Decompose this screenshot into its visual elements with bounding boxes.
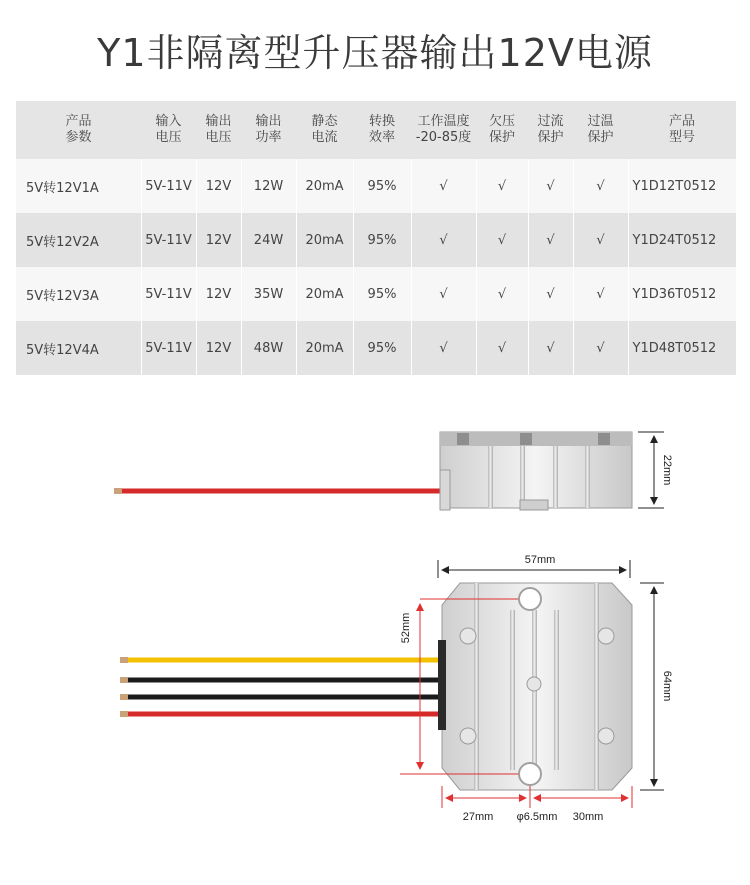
table-cell: √ (573, 159, 628, 213)
table-cell: 24W (241, 213, 296, 267)
header-line: 工作温度 (417, 114, 470, 129)
header-line: 输入 (155, 114, 182, 129)
table-cell: 12V (196, 159, 241, 213)
table-cell: √ (573, 321, 628, 375)
header-line: 保护 (537, 130, 564, 145)
table-cell: √ (411, 321, 476, 375)
header-line: 输出 (205, 114, 232, 129)
header-line: 过流 (537, 114, 564, 129)
header-line: 保护 (587, 130, 614, 145)
table-cell: 5V-11V (141, 267, 196, 321)
table-cell: 20mA (296, 159, 353, 213)
table-cell: √ (411, 159, 476, 213)
table-cell: √ (476, 321, 528, 375)
table-cell: √ (476, 267, 528, 321)
header-line: 过温 (587, 114, 614, 129)
table-cell: 12W (241, 159, 296, 213)
width-dimension (438, 554, 630, 578)
dim-height-label: 22mm (661, 454, 673, 486)
table-cell: 20mA (296, 321, 353, 375)
table-cell: 95% (353, 321, 411, 375)
table-cell: Y1D36T0512 (628, 267, 736, 321)
header-line: 输出 (255, 114, 282, 129)
header-line: 静态 (311, 114, 338, 129)
header-line: 产品 (65, 114, 92, 129)
table-cell: 5V转12V3A (16, 267, 141, 321)
table-cell: √ (528, 159, 573, 213)
header-line: 电压 (155, 130, 182, 145)
table-cell: 5V转12V4A (16, 321, 141, 375)
table-cell: √ (411, 213, 476, 267)
top-view (120, 583, 632, 790)
table-cell: 95% (353, 213, 411, 267)
dim-length-label: 64mm (661, 670, 673, 702)
table-cell: 95% (353, 159, 411, 213)
table-cell: √ (528, 321, 573, 375)
header-line: 电流 (311, 130, 338, 145)
table-cell: √ (476, 213, 528, 267)
table-cell: 95% (353, 267, 411, 321)
header-line: 电压 (205, 130, 232, 145)
mount-hole-bottom (519, 763, 541, 785)
table-cell: 5V-11V (141, 159, 196, 213)
table-cell: Y1D24T0512 (628, 213, 736, 267)
table-cell: 20mA (296, 213, 353, 267)
table-cell: 35W (241, 267, 296, 321)
header-line: 功率 (255, 130, 282, 145)
table-cell: √ (573, 267, 628, 321)
table-cell: 12V (196, 213, 241, 267)
table-cell: 48W (241, 321, 296, 375)
dim-hole-diameter-label: φ6.5mm (516, 811, 558, 823)
header-line: 转换 (368, 114, 395, 129)
table-cell: √ (411, 267, 476, 321)
table-cell: 20mA (296, 267, 353, 321)
bottom-dimensions (442, 786, 632, 823)
table-cell: 5V转12V2A (16, 213, 141, 267)
height-dimension (638, 432, 673, 508)
dim-right-offset-label: 30mm (572, 811, 604, 823)
dim-width-label: 57mm (524, 554, 556, 566)
dim-left-offset-label: 27mm (462, 811, 494, 823)
page-title: Y1非隔离型升压器输出12V电源 (97, 31, 653, 75)
table-cell: 5V转12V1A (16, 159, 141, 213)
table-cell: 12V (196, 321, 241, 375)
table-cell: 5V-11V (141, 213, 196, 267)
header-line: 型号 (668, 130, 695, 145)
table-cell: √ (528, 213, 573, 267)
mount-hole-top (519, 588, 541, 610)
table-cell: 5V-11V (141, 321, 196, 375)
table-cell: √ (476, 159, 528, 213)
header-line: 参数 (65, 130, 92, 145)
header-line: 欠压 (488, 114, 515, 129)
dim-hole-spacing-label: 52mm (400, 612, 412, 644)
length-dimension (640, 583, 673, 790)
header-line: 效率 (368, 130, 395, 145)
header-line: 产品 (668, 114, 695, 129)
table-cell: 12V (196, 267, 241, 321)
table-cell: √ (573, 213, 628, 267)
table-cell: √ (528, 267, 573, 321)
table-cell: Y1D48T0512 (628, 321, 736, 375)
header-line: -20-85度 (415, 130, 472, 145)
table-cell: Y1D12T0512 (628, 159, 736, 213)
side-view (114, 432, 632, 510)
header-line: 保护 (488, 130, 515, 145)
